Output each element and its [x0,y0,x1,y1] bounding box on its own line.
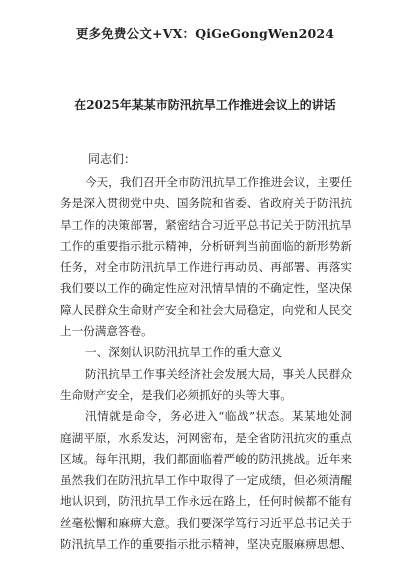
body-line: 旱工作的决策部署，紧密结合习近平总书记关于防汛抗旱 [60,217,352,232]
speech-body [60,172,352,555]
body-line: 庭湖平原，水系发达，河网密布，是全省防汛抗灾的重点 [60,430,352,445]
body-line: 地认识到，防汛抗旱工作永远在路上，任何时候都不能有 [60,494,352,509]
body-line: 障人民群众生命财产安全和社会大局稳定，向党和人民交 [60,302,352,317]
body-line: 虽然我们在防汛抗旱工作中取得了一定成绩，但必须清醒 [60,473,352,488]
body-line: 汛情就是命令，务必进入“临战”状态。某某地处洞 [85,409,352,424]
body-line: 务是深入贯彻党中央、国务院和省委、省政府关于防汛抗 [60,196,352,211]
body-line: 上一份满意答卷。 [60,324,153,339]
body-line: 防汛抗旱工作的重要指示批示精神，坚决克服麻痹思想、 [60,537,352,552]
greeting: 同志们： [88,152,137,166]
body-line: 今天，我们召开全市防汛抗旱工作推进会议，主要任 [85,175,352,189]
body-line: 防汛抗旱工作事关经济社会发展大局，事关人民群众 [85,366,352,381]
body-line: 生命财产安全，是我们必须抓好的头等大事。 [60,387,292,402]
promo-banner: 更多免费公文+VX：QiGeGongWen2024 [75,26,335,41]
body-line: 丝毫松懈和麻痹大意。我们要深学笃行习近平总书记关于 [60,515,352,530]
body-line: 工作的重要指示批示精神，分析研判当前面临的新形势新 [60,238,352,253]
body-line: 一、深刻认识防汛抗旱工作的重大意义 [85,345,283,360]
body-line: 任务，对全市防汛抗旱工作进行再动员、再部署、再落实 [60,260,352,275]
speech-title: 在2025年某某市防汛抗旱工作推进会议上的讲话 [74,98,336,112]
body-line: 我们要以工作的确定性应对汛情旱情的不确定性，坚决保 [60,281,352,296]
body-line: 区域。每年汛期，我们都面临着严峻的防汛挑战。近年来 [60,451,352,466]
